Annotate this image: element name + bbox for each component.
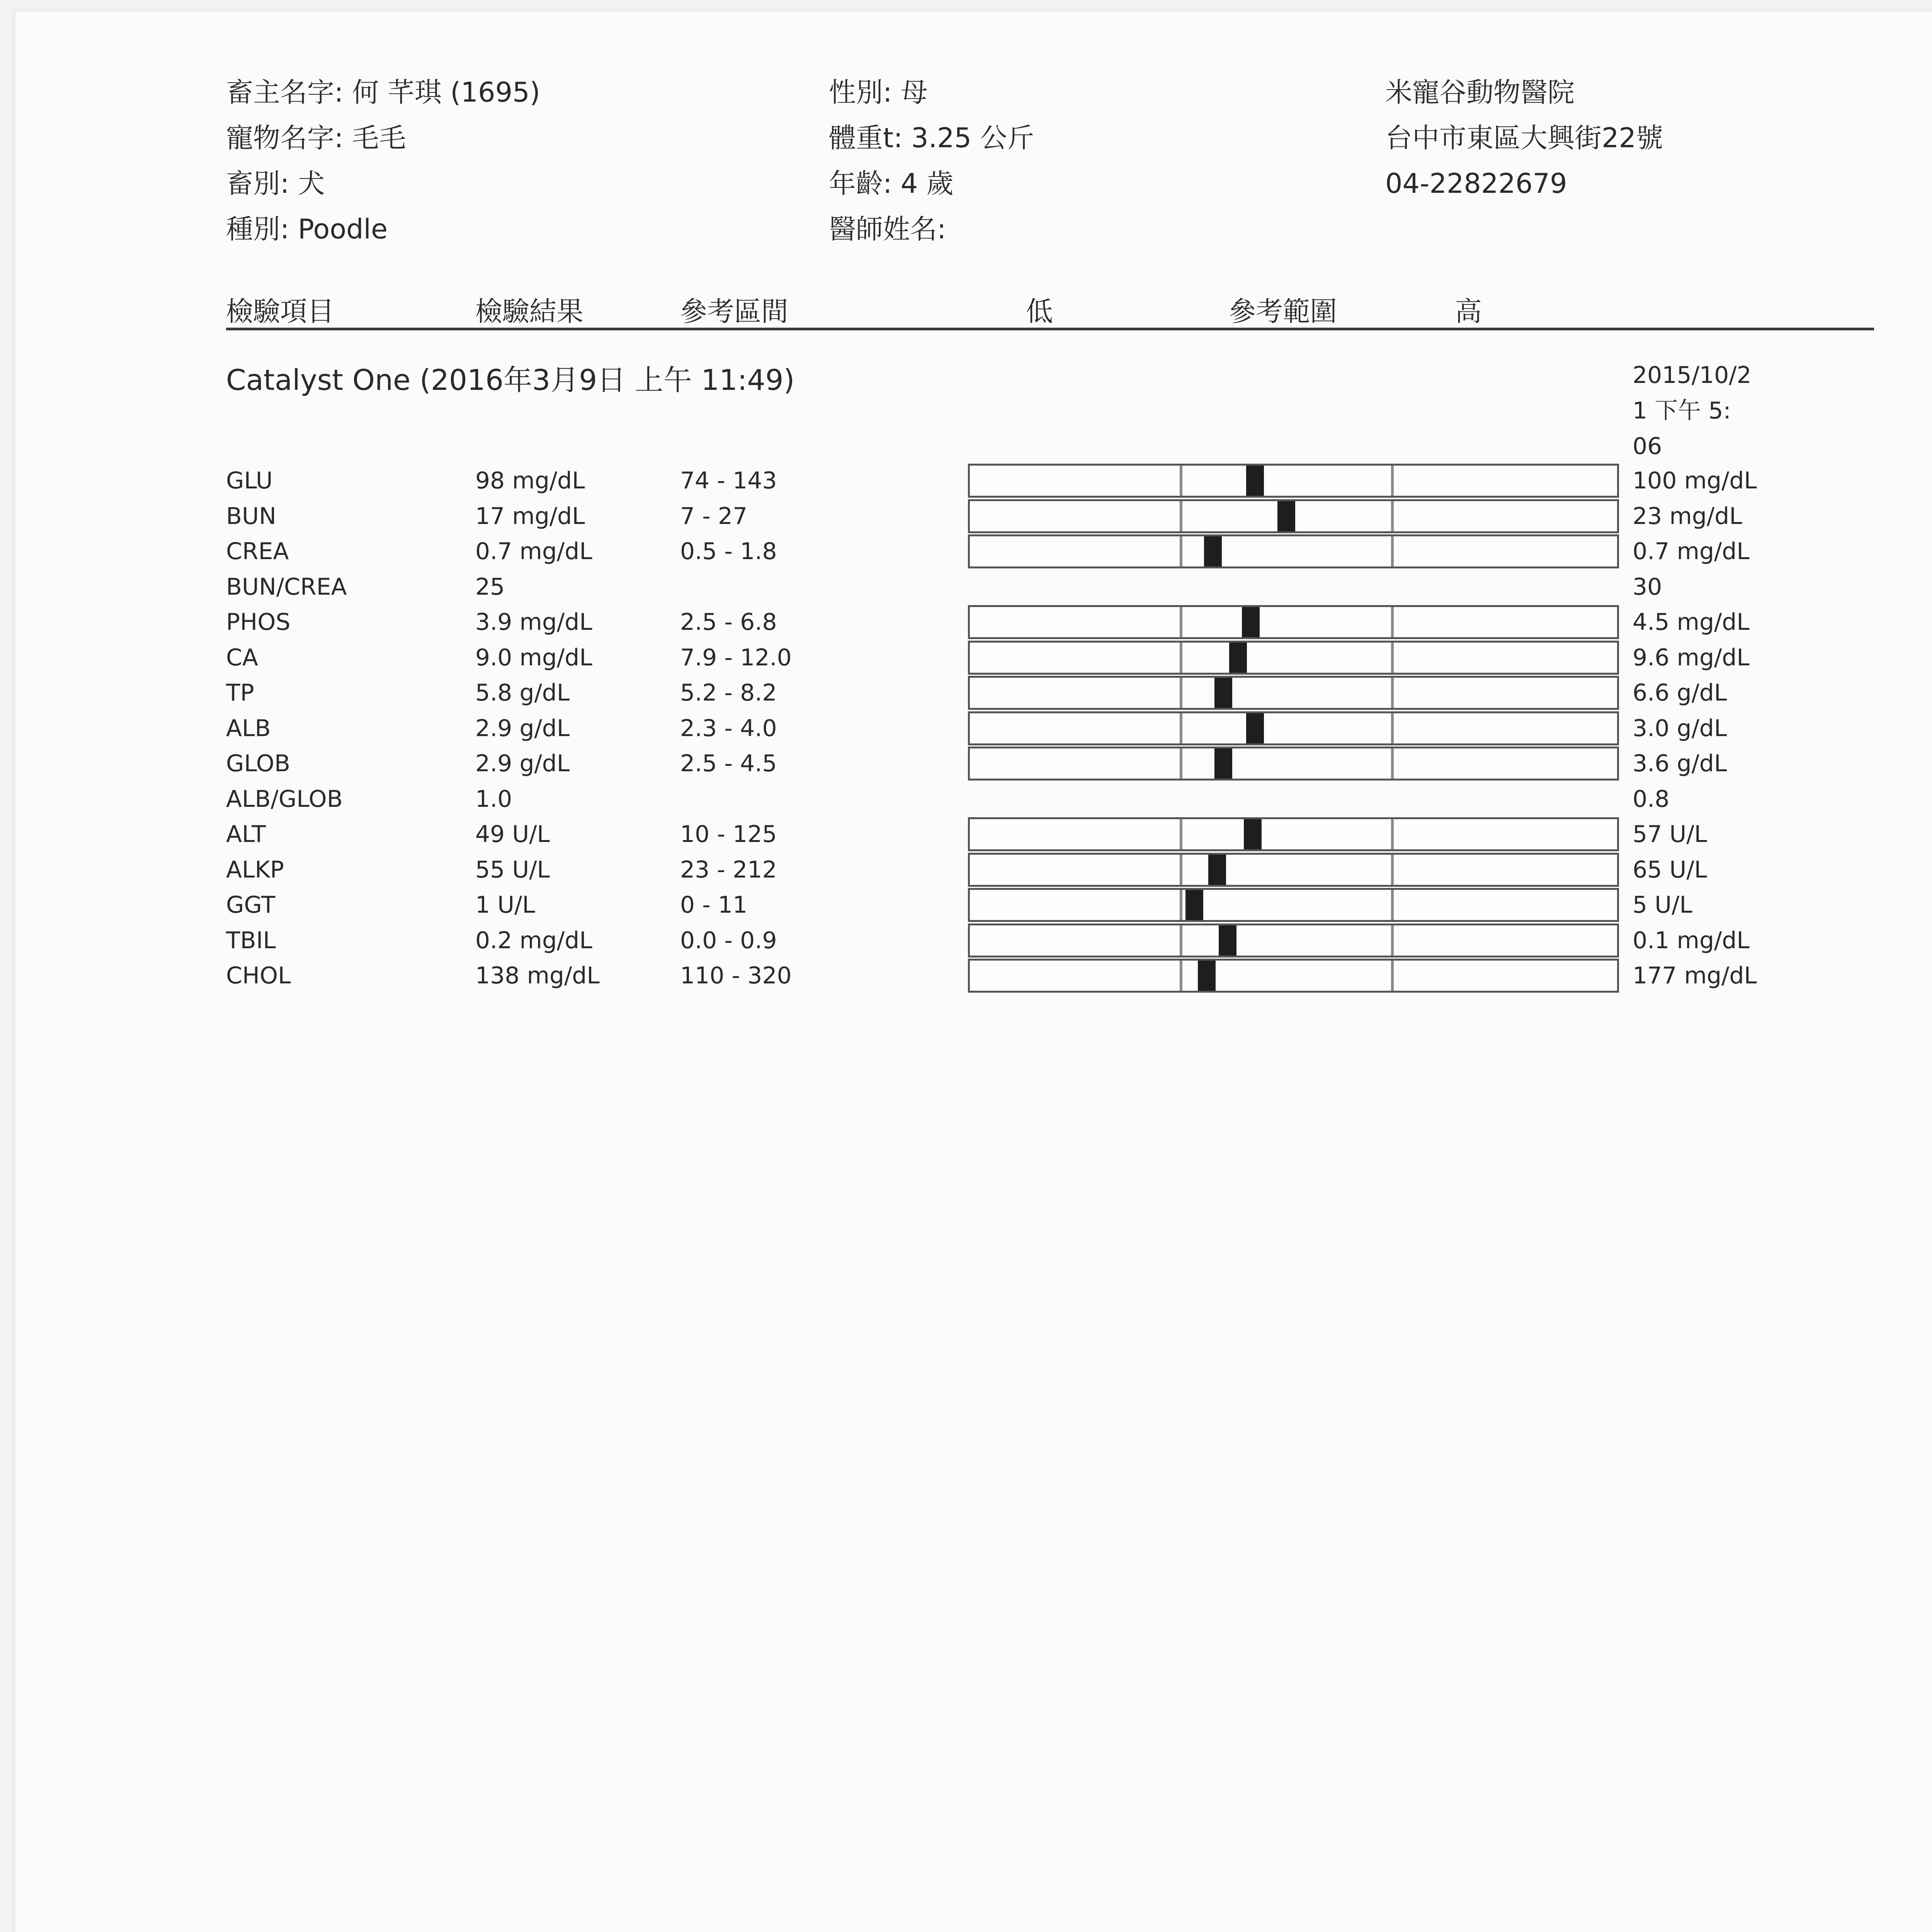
reference-interval: 23 - 212	[680, 856, 777, 883]
gauge-divider	[1391, 819, 1394, 849]
previous-result: 177 mg/dL	[1633, 962, 1757, 989]
test-result: 17 mg/dL	[475, 503, 585, 530]
header-result: 檢驗結果	[475, 296, 583, 327]
test-name: CA	[226, 644, 258, 671]
test-name: GGT	[226, 891, 276, 918]
previous-result: 9.6 mg/dL	[1633, 644, 1750, 671]
header-high: 高	[1455, 296, 1482, 327]
gauge-divider	[1180, 713, 1182, 743]
previous-result: 3.0 g/dL	[1633, 715, 1727, 742]
previous-result: 0.8	[1633, 786, 1670, 813]
pet-name: 寵物名字: 毛毛	[226, 122, 406, 154]
test-result: 55 U/L	[475, 856, 550, 883]
gauge-divider	[1391, 466, 1394, 496]
previous-result: 100 mg/dL	[1633, 467, 1757, 494]
gauge-divider	[1180, 855, 1182, 885]
gauge-marker	[1277, 501, 1295, 531]
test-name: CREA	[226, 538, 289, 565]
previous-result: 6.6 g/dL	[1633, 679, 1727, 706]
header-low: 低	[1026, 296, 1053, 327]
clinic-name: 米寵谷動物醫院	[1385, 77, 1575, 108]
previous-date-line: 2015/10/2	[1633, 362, 1752, 389]
previous-result: 65 U/L	[1633, 856, 1707, 883]
range-gauge	[968, 534, 1619, 568]
previous-result: 4.5 mg/dL	[1633, 609, 1750, 636]
gauge-divider	[1180, 678, 1182, 708]
header-ref-interval: 參考區間	[680, 296, 788, 327]
header-item: 檢驗項目	[226, 296, 334, 327]
previous-result: 0.7 mg/dL	[1633, 538, 1750, 565]
range-gauge	[968, 853, 1619, 887]
gauge-divider	[1180, 925, 1182, 956]
reference-interval: 2.5 - 6.8	[680, 609, 777, 636]
gauge-divider	[1391, 961, 1394, 991]
gauge-marker	[1244, 819, 1262, 849]
reference-interval: 2.5 - 4.5	[680, 750, 777, 777]
previous-result: 3.6 g/dL	[1633, 750, 1727, 777]
test-result: 2.9 g/dL	[475, 750, 570, 777]
reference-interval: 5.2 - 8.2	[680, 679, 777, 706]
test-result: 1 U/L	[475, 891, 535, 918]
vet-name: 醫師姓名:	[829, 213, 946, 245]
gauge-marker	[1242, 607, 1260, 637]
reference-interval: 110 - 320	[680, 962, 792, 989]
test-name: GLOB	[226, 750, 291, 777]
test-result: 1.0	[475, 786, 512, 813]
gauge-divider	[1391, 607, 1394, 637]
clinic-address: 台中市東區大興街22號	[1385, 122, 1663, 154]
previous-result: 0.1 mg/dL	[1633, 927, 1750, 954]
test-name: ALB/GLOB	[226, 786, 343, 813]
test-name: TP	[226, 679, 254, 706]
gauge-divider	[1180, 607, 1182, 637]
test-name: ALKP	[226, 856, 284, 883]
range-gauge	[968, 605, 1619, 639]
range-gauge	[968, 923, 1619, 957]
gauge-marker	[1229, 643, 1247, 673]
gauge-divider	[1180, 643, 1182, 673]
reference-interval: 2.3 - 4.0	[680, 715, 777, 742]
gauge-divider	[1180, 819, 1182, 849]
age: 年齡: 4 歲	[829, 168, 954, 199]
previous-result: 30	[1633, 573, 1662, 600]
gauge-divider	[1180, 748, 1182, 779]
gauge-marker	[1246, 466, 1264, 496]
reference-interval: 0.5 - 1.8	[680, 538, 777, 565]
previous-date-line: 1 下午 5:	[1633, 397, 1731, 424]
species: 畜別: 犬	[226, 168, 325, 199]
test-result: 0.7 mg/dL	[475, 538, 592, 565]
gauge-marker	[1214, 678, 1232, 708]
clinic-info	[1385, 70, 1663, 206]
header-divider	[226, 328, 1874, 330]
range-gauge	[968, 641, 1619, 675]
gauge-divider	[1180, 890, 1182, 920]
gauge-divider	[1391, 748, 1394, 779]
report-page	[15, 12, 1932, 1932]
test-name: GLU	[226, 467, 273, 494]
range-gauge	[968, 676, 1619, 710]
test-result: 3.9 mg/dL	[475, 609, 592, 636]
patient-info-middle	[829, 70, 1034, 252]
owner-name: 畜主名字: 何 芊琪 (1695)	[226, 77, 541, 108]
previous-result: 57 U/L	[1633, 821, 1707, 848]
gauge-divider	[1391, 501, 1394, 531]
gauge-divider	[1391, 536, 1394, 566]
analyzer-title: Catalyst One (2016年3月9日 上午 11:49)	[226, 364, 795, 397]
range-gauge	[968, 959, 1619, 993]
previous-result: 5 U/L	[1633, 891, 1692, 918]
range-gauge	[968, 499, 1619, 533]
gauge-marker	[1208, 855, 1226, 885]
gauge-marker	[1214, 748, 1232, 779]
gauge-divider	[1180, 536, 1182, 566]
range-gauge	[968, 817, 1619, 851]
range-gauge	[968, 747, 1619, 781]
reference-interval: 7.9 - 12.0	[680, 644, 792, 671]
breed: 種別: Poodle	[226, 213, 388, 245]
gauge-divider	[1391, 713, 1394, 743]
gauge-divider	[1180, 961, 1182, 991]
gauge-divider	[1391, 890, 1394, 920]
gauge-marker	[1246, 713, 1264, 743]
test-result: 25	[475, 573, 505, 600]
test-name: PHOS	[226, 609, 291, 636]
reference-interval: 0.0 - 0.9	[680, 927, 777, 954]
clinic-phone: 04-22822679	[1385, 168, 1567, 199]
reference-interval: 0 - 11	[680, 891, 748, 918]
previous-date	[1633, 357, 1752, 464]
test-name: ALT	[226, 821, 266, 848]
gauge-marker	[1219, 925, 1236, 956]
sex: 性別: 母	[829, 77, 928, 108]
reference-interval: 74 - 143	[680, 467, 777, 494]
gauge-divider	[1391, 678, 1394, 708]
gauge-divider	[1391, 925, 1394, 956]
test-result: 5.8 g/dL	[475, 679, 570, 706]
test-result: 2.9 g/dL	[475, 715, 570, 742]
gauge-divider	[1391, 855, 1394, 885]
range-gauge	[968, 888, 1619, 922]
gauge-marker	[1198, 961, 1216, 991]
test-name: ALB	[226, 715, 271, 742]
gauge-marker	[1204, 536, 1222, 566]
gauge-divider	[1180, 501, 1182, 531]
range-gauge	[968, 711, 1619, 745]
test-name: CHOL	[226, 962, 291, 989]
gauge-divider	[1391, 643, 1394, 673]
test-name: TBIL	[226, 927, 276, 954]
test-result: 49 U/L	[475, 821, 550, 848]
previous-date-line: 06	[1633, 433, 1662, 460]
test-result: 98 mg/dL	[475, 467, 585, 494]
gauge-marker	[1185, 890, 1203, 920]
reference-interval: 7 - 27	[680, 503, 748, 530]
header-ref-range: 參考範圍	[1229, 296, 1337, 327]
range-gauge	[968, 464, 1619, 498]
patient-info-left	[226, 70, 540, 252]
test-name: BUN/CREA	[226, 573, 347, 600]
gauge-divider	[1180, 466, 1182, 496]
test-result: 9.0 mg/dL	[475, 644, 592, 671]
previous-result: 23 mg/dL	[1633, 503, 1742, 530]
test-result: 0.2 mg/dL	[475, 927, 592, 954]
test-result: 138 mg/dL	[475, 962, 600, 989]
test-name: BUN	[226, 503, 276, 530]
weight: 體重t: 3.25 公斤	[829, 122, 1034, 154]
reference-interval: 10 - 125	[680, 821, 777, 848]
